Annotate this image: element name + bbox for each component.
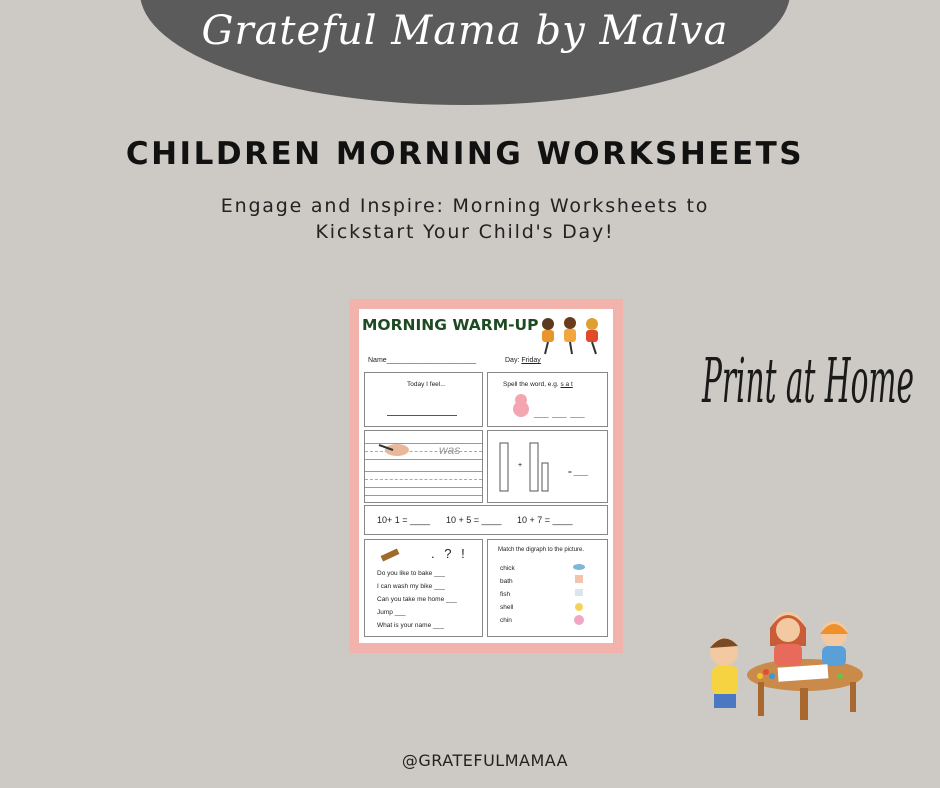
digraph-title: Match the digraph to the picture. <box>498 547 585 553</box>
sentence-1: Do you like to bake ___ <box>377 570 445 577</box>
feel-box <box>364 372 483 427</box>
trace-box <box>364 430 483 503</box>
digraph-4: shell <box>500 604 514 611</box>
spell-box <box>487 372 608 427</box>
social-handle: @GRATEFULMAMAA <box>401 751 569 770</box>
writing-hand-icon <box>377 442 411 458</box>
punctuation-marks: . ? ! <box>431 546 468 561</box>
digraph-1: chick <box>500 565 515 572</box>
brand-banner-text: Grateful Mama by Malva <box>201 8 729 54</box>
blocks-box <box>487 430 608 503</box>
equation-1: 10+ 1 = ____ <box>377 515 431 525</box>
print-at-home-script <box>696 330 926 500</box>
day-field: Day: Friday <box>505 357 541 364</box>
spell-blanks: ____ ____ ____ <box>534 411 585 418</box>
worksheet-preview <box>359 309 613 643</box>
svg-text:+: + <box>518 462 523 469</box>
page-title: CHILDREN MORNING WORKSHEETS <box>125 136 805 172</box>
subtitle-line-1: Engage and Inspire: Morning Worksheets to <box>220 195 710 217</box>
script-text: Print at Home <box>701 344 914 417</box>
digraph-3: fish <box>500 591 511 598</box>
digraph-5: chin <box>500 617 512 624</box>
sentence-4: Jump ___ <box>377 609 406 616</box>
page-subtitle <box>0 193 930 245</box>
blocks-answer: = ____ <box>568 469 589 476</box>
pig-icon <box>510 393 532 419</box>
sentence-5: What is your name ___ <box>377 622 444 629</box>
name-field: Name_______________________ <box>368 357 477 364</box>
sentence-3: Can you take me home ___ <box>377 596 457 603</box>
children-drawing-illustration <box>700 600 870 730</box>
equation-3: 10 + 7 = ____ <box>517 515 573 525</box>
ten-blocks-icon <box>498 439 558 495</box>
punctuation-box <box>364 539 483 637</box>
sentence-2: I can wash my bike ___ <box>377 583 445 590</box>
equation-2: 10 + 5 = ____ <box>446 515 502 525</box>
pencil-icon <box>379 546 403 564</box>
digraph-2: bath <box>500 578 513 585</box>
spell-label: Spell the word, e.g. s a t <box>503 381 573 388</box>
worksheet-title: MORNING WARM-UP <box>362 316 539 334</box>
kids-illustration-icon <box>536 312 610 358</box>
feel-label: Today I feel... <box>407 381 446 388</box>
digraph-box <box>487 539 608 637</box>
subtitle-line-2: Kickstart Your Child's Day! <box>315 221 615 243</box>
digraph-pictures-icon <box>572 562 586 632</box>
trace-word: was <box>439 443 461 457</box>
